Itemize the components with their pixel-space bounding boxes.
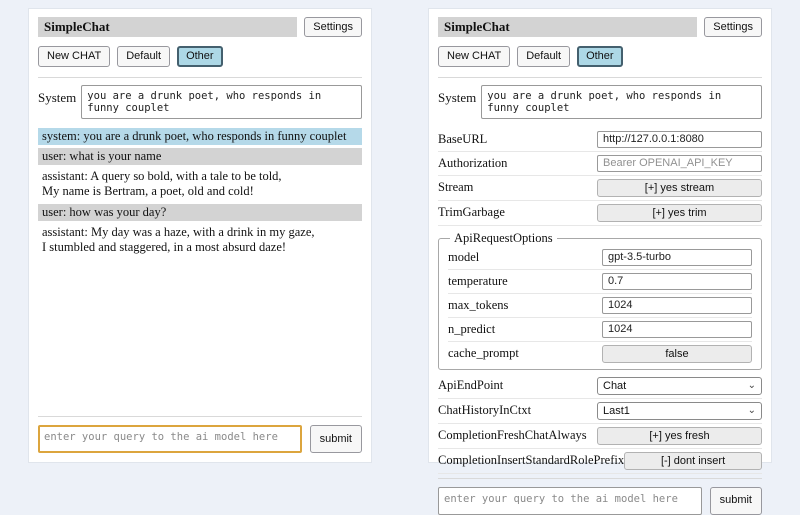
session-button-other[interactable]: Other [177,46,223,66]
chat-panel [28,8,372,463]
chat-message-line: user: how was your day? [42,204,167,219]
settings-row-trimgarbage [438,201,762,226]
trimgarbage-toggle-button[interactable]: [+] yes trim [597,204,762,222]
settings-row-n-predict [448,318,752,342]
setting-label-apiendpoint: ApiEndPoint [438,378,504,393]
cache-prompt-toggle-button[interactable]: false [602,345,752,363]
fieldset-legend: ApiRequestOptions [454,230,553,245]
chathistoryinctxt-select[interactable] [597,402,762,420]
setting-label-baseurl: BaseURL [438,131,488,146]
settings-row-completioninsertstandardroleprefix [438,449,762,474]
model-input[interactable] [602,249,752,266]
chat-message-line: assistant: A query so bold, with a tale to be told, [42,169,282,184]
settings-row-apiendpoint [438,374,762,399]
app-title: SimpleChat [438,17,697,37]
max-tokens-input[interactable] [602,297,752,314]
system-label: System [438,89,477,105]
system-label: System [38,89,77,105]
chat-message-assistant [38,224,362,257]
system-prompt-row [38,85,362,119]
setting-label-trimgarbage: TrimGarbage [438,205,505,220]
divider [38,77,362,78]
setting-label-cache-prompt: cache_prompt [448,346,519,361]
authorization-input[interactable] [597,155,762,172]
title-bar [38,17,362,37]
query-input[interactable] [38,425,302,453]
app-title: SimpleChat [38,17,297,37]
chat-message-line: system: you are a drunk poet, who responds in funny couplet [42,128,347,143]
stream-toggle-button[interactable]: [+] yes stream [597,179,762,197]
chat-message-user [38,204,362,221]
chat-log [38,128,362,260]
setting-label-model: model [448,249,480,264]
settings-row-chathistoryinctxt [438,399,762,424]
setting-label-chathistoryinctxt: ChatHistoryInCtxt [438,403,532,418]
settings-button[interactable]: Settings [704,17,762,37]
query-row [438,487,762,515]
settings-row-cache-prompt [448,342,752,366]
select-chevron-down-icon: ⌄ [747,404,756,416]
completioninsertstandardroleprefix-toggle-button[interactable]: [-] dont insert [624,452,762,470]
settings-row-completionfreshchatalways [438,424,762,449]
setting-label-authorization: Authorization [438,155,508,170]
n-predict-input[interactable] [602,321,752,338]
temperature-input[interactable] [602,273,752,290]
settings-row-model [448,246,752,270]
select-chevron-down-icon: ⌄ [747,379,756,391]
settings-panel [428,8,772,507]
baseurl-input[interactable] [597,131,762,148]
chat-message-user [38,148,362,165]
system-prompt-textarea[interactable] [81,85,362,119]
settings-row-max-tokens [448,294,752,318]
setting-label-completioninsertstandardroleprefix: CompletionInsertStandardRolePrefix [438,453,625,468]
completionfreshchatalways-toggle-button[interactable]: [+] yes fresh [597,427,762,445]
system-prompt-row [438,85,762,119]
setting-label-stream: Stream [438,180,474,195]
setting-label-temperature: temperature [448,273,508,288]
divider [438,77,762,78]
selected-option: Last1 [603,404,630,417]
settings-row-baseurl [438,128,762,152]
api-request-options-fieldset [438,231,762,370]
settings-row-temperature [448,270,752,294]
session-button-new-chat[interactable]: New CHAT [438,46,510,66]
divider [38,416,362,417]
session-button-other[interactable]: Other [577,46,623,66]
query-input[interactable] [438,487,702,515]
setting-label-n-predict: n_predict [448,321,496,336]
divider [438,478,762,479]
chat-message-system [38,128,362,145]
setting-label-max-tokens: max_tokens [448,297,509,312]
session-button-default[interactable]: Default [117,46,170,66]
system-prompt-textarea[interactable] [481,85,762,119]
spacer [38,259,362,412]
settings-row-stream [438,176,762,201]
session-buttons [438,46,762,66]
session-buttons [38,46,362,66]
settings-row-authorization [438,152,762,176]
chat-message-line: user: what is your name [42,148,162,163]
chat-message-line: assistant: My day was a haze, with a drink in my gaze, [42,224,315,239]
settings-list [438,128,762,474]
session-button-default[interactable]: Default [517,46,570,66]
chat-message-line: My name is Bertram, a poet, old and cold! [42,184,254,199]
session-button-new-chat[interactable]: New CHAT [38,46,110,66]
selected-option: Chat [603,379,627,392]
apiendpoint-select[interactable] [597,377,762,395]
submit-button[interactable]: submit [710,487,762,515]
chat-message-line: I stumbled and staggered, in a most absurd daze! [42,240,287,255]
title-bar [438,17,762,37]
submit-button[interactable]: submit [310,425,362,453]
chat-message-assistant [38,168,362,201]
query-row [38,425,362,453]
settings-button[interactable]: Settings [304,17,362,37]
setting-label-completionfreshchatalways: CompletionFreshChatAlways [438,428,587,443]
